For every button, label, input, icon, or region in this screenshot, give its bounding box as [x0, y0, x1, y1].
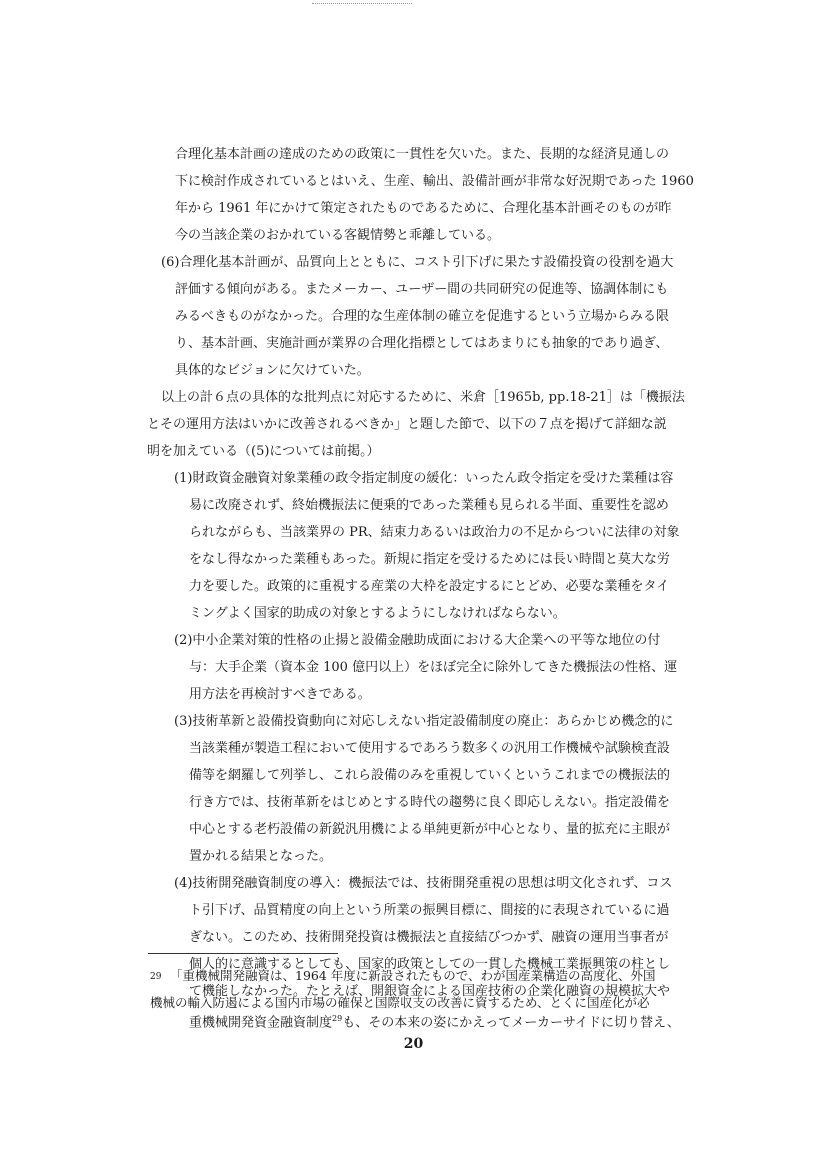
body-line: (3)技術革新と設備投資動向に対応しえない指定設備制度の廃止：あらかじめ機念的に — [174, 714, 674, 729]
body-line: 個人的に意識するとしても、国家的政策としての一貫した機械工業振興策の柱とし — [189, 957, 671, 972]
body-line: 年から 1961 年にかけて策定されたものであるために、合理化基本計画そのものが昨 — [175, 201, 672, 216]
body-line: (6)合理化基本計画が、品質向上とともに、コスト引下げに果たす設備投資の役割を過大 — [161, 255, 674, 270]
body-line: 明を加えている（(5)については前掲。） — [147, 444, 380, 459]
footnote-number: 29 — [150, 972, 162, 982]
body-line: り、基本計画、実施計画が業界の合理化指標としてはあまりにも抽象的であり過ぎ、 — [175, 336, 669, 351]
body-line: 行き方では、技術革新をはじめとする時代の趨勢に良く即応しえない。指定設備を — [189, 795, 671, 810]
body-line: 易に改廃されず、終始機振法に便乗的であった業種も見られる半面、重要性を認め — [189, 498, 669, 513]
body-line: (2)中小企業対策的性格の止揚と設備金融助成面における大企業への平等な地位の付 — [174, 633, 661, 648]
body-line: 置かれる結果となった。 — [189, 849, 333, 864]
body-line: 用方法を再検討すべきである。 — [189, 687, 371, 702]
body-line: ト引下げ、品質精度の向上という所業の振興目標に、間接的に表現されているに過 — [189, 903, 670, 918]
body-line: 合理化基本計画の達成のための政策に一貫性を欠いた。また、長期的な経済見通しの — [175, 147, 670, 162]
body-line: 具体的なビジョンに欠けていた。 — [175, 363, 370, 378]
body-line: 与：大手企業（資本金 100 億円以上）をほぼ完全に除外してきた機振法の性格、運 — [189, 660, 678, 675]
top-scan-rule — [312, 3, 412, 4]
body-line: とその運用方法はいかに改善されるべきか」と題した節で、以下の７点を掲げて詳細な説 — [147, 417, 667, 432]
footnote-divider — [148, 953, 338, 954]
body-line-fragment: 重機械開発資金融資制度 — [189, 1015, 333, 1031]
footnote-reference[interactable]: 29 — [332, 1014, 343, 1023]
body-line: 備等を網羅して列挙し、これら設備のみを重視していくというこれまでの機振法的 — [189, 768, 671, 783]
body-line: (1)財政資金融資対象業種の政令指定制度の緩化：いったん政令指定を受けた業種は容 — [174, 471, 674, 486]
body-line: られながらも、当該業界の PR、結束力あるいは政治力の不足からついに法律の対象 — [189, 525, 680, 540]
body-line-with-ref — [189, 1011, 680, 1031]
footnote-line: 「重機械開発融資は、1964 年度に新設されたもので、わが国産業構造の高度化、外国 — [170, 968, 656, 983]
body-line: 以上の計６点の具体的な批判点に対応するために、米倉［1965b, pp.18-21］は「機振法 — [161, 390, 685, 405]
body-line: ミングよく国家的助成の対象とするようにしなければならない。 — [189, 606, 566, 621]
body-line: (4)技術開発融資制度の導入：機振法では、技術開発重視の思想は明文化されず、コス — [174, 876, 673, 891]
body-line: 力を要した。政策的に重視する産業の大枠を設定するにとどめ、必要な業種をタイ — [189, 579, 670, 594]
body-line: 当該業種が製造工程において使用するであろう数多くの汎用工作機械や試験検査設 — [189, 741, 670, 756]
body-line: て機能しなかった。たとえば、開銀資金による国産技術の企業化融資の規模拡大や — [189, 984, 671, 999]
page-number: 20 — [403, 1036, 424, 1052]
body-line: 中心とする老朽設備の新鋭汎用機による単純更新が中心となり、量的拡充に主眼が — [189, 822, 671, 837]
footnote-line: 機械の輸入防遏による国内市場の確保と国際収支の改善に資するため、とくに国産化が必 — [150, 995, 650, 1010]
body-line: 今の当該企業のおかれている客観情勢と乖離している。 — [175, 228, 501, 243]
body-line: 評価する傾向がある。またメーカー、ユーザー間の共同研究の促進等、協調体制にも — [175, 282, 669, 297]
body-line: みるべきものがなかった。合理的な生産体制の確立を促進するという立場からみる限 — [175, 309, 670, 324]
body-line: ぎない。このため、技術開発投資は機振法と直接結びつかず、融資の運用当事者が — [189, 930, 669, 945]
body-line-fragment: も、その本来の姿にかえってメーカーサイドに切り替え、 — [342, 1015, 680, 1031]
body-line: をなし得なかった業種もあった。新規に指定を受けるためには長い時間と莫大な労 — [189, 552, 670, 567]
body-line: 下に検討作成されているとはいえ、生産、輸出、設備計画が非常な好況期であった 1960 — [175, 174, 694, 189]
